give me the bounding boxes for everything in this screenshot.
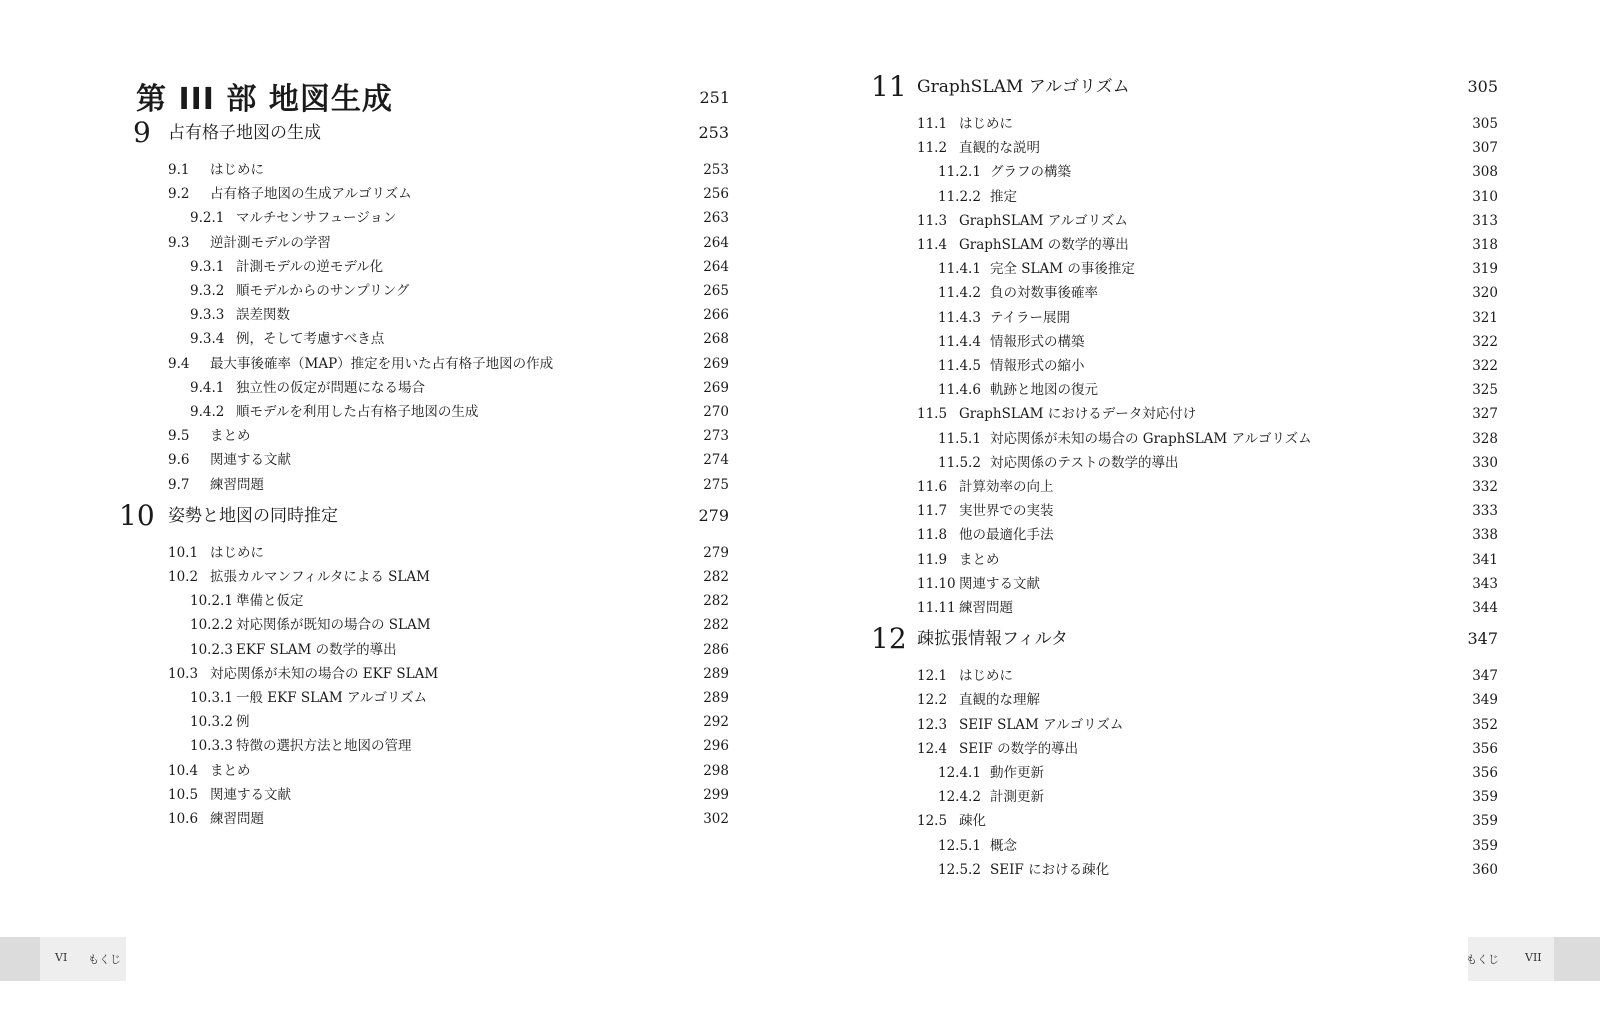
entry-number: 9.5 <box>168 428 190 445</box>
toc-entry <box>917 575 1498 593</box>
entry-title: 誤差関数 <box>236 307 290 324</box>
entry-page: 318 <box>1472 237 1498 253</box>
toc-entry <box>917 502 1498 520</box>
toc-entry <box>190 379 729 397</box>
chapter-page: 305 <box>1467 77 1498 96</box>
toc-entry <box>917 551 1498 569</box>
toc-entry <box>938 309 1498 327</box>
entry-title: 計測モデルの逆モデル化 <box>236 258 384 275</box>
entry-page: 343 <box>1472 575 1498 592</box>
entry-number: 11.5 <box>917 406 948 423</box>
entry-number: 9.3.1 <box>190 258 225 275</box>
entry-number: 11.4.2 <box>938 285 981 302</box>
entry-number: 11.6 <box>917 479 948 495</box>
toc-entry <box>917 526 1498 544</box>
entry-title: 推定 <box>990 188 1017 205</box>
entry-number: 10.6 <box>168 811 199 827</box>
entry-page: 322 <box>1472 333 1498 350</box>
entry-number: 10.3 <box>168 665 199 682</box>
toc-entry <box>938 837 1498 855</box>
entry-number: 11.2.2 <box>938 188 981 205</box>
part-title: 第 III 部 地図生成 <box>136 82 393 117</box>
chapter-title: 姿勢と地図の同時推定 <box>168 505 338 526</box>
entry-number: 10.2 <box>168 569 199 585</box>
entry-number: 12.1 <box>917 668 948 685</box>
toc-entry <box>938 163 1498 181</box>
toc-entry <box>168 568 729 586</box>
entry-page: 282 <box>703 617 729 634</box>
toc-entry <box>190 403 729 421</box>
entry-page: 330 <box>1472 454 1498 471</box>
entry-title: 直観的な理解 <box>959 692 1040 709</box>
entry-number: 9.2.1 <box>190 210 225 227</box>
entry-page: 268 <box>703 331 729 348</box>
chapter-number: 10 <box>119 498 155 532</box>
entry-title: マルチセンサフュージョン <box>236 210 397 227</box>
entry-page: 341 <box>1472 551 1498 568</box>
entry-page: 349 <box>1472 692 1498 709</box>
entry-title: グラフの構築 <box>990 164 1071 181</box>
toc-entry <box>168 544 729 562</box>
entry-page: 332 <box>1472 479 1498 495</box>
toc-entry <box>190 592 729 610</box>
entry-page: 305 <box>1472 116 1498 132</box>
entry-page: 286 <box>703 641 729 658</box>
entry-title: 順モデルからのサンプリング <box>236 283 410 299</box>
entry-title: まとめ <box>210 428 251 445</box>
entry-page: 289 <box>703 690 729 706</box>
toc-entry <box>168 665 729 683</box>
toc-entry <box>938 430 1498 448</box>
toc-entry <box>190 258 729 276</box>
toc-entry <box>938 188 1498 206</box>
entry-page: 344 <box>1472 600 1498 616</box>
entry-number: 12.5.1 <box>938 837 981 854</box>
entry-page: 338 <box>1472 527 1498 544</box>
entry-number: 9.3.4 <box>190 331 225 348</box>
toc-entry <box>190 616 729 634</box>
entry-title: 関連する文献 <box>210 452 291 469</box>
chapter-title: 疎拡張情報フィルタ <box>917 629 1068 650</box>
entry-page: 359 <box>1472 813 1498 830</box>
entry-page: 279 <box>703 544 729 561</box>
toc-entry <box>917 812 1498 830</box>
toc-entry <box>917 599 1498 617</box>
entry-number: 9.7 <box>168 476 190 493</box>
entry-page: 352 <box>1472 716 1498 733</box>
chapter-page: 279 <box>698 505 729 525</box>
entry-number: 12.3 <box>917 716 948 733</box>
entry-title: はじめに <box>959 116 1013 132</box>
entry-number: 11.4.5 <box>938 358 981 374</box>
entry-page: 264 <box>703 234 729 251</box>
entry-title: GraphSLAM アルゴリズム <box>959 212 1128 229</box>
toc-entry <box>938 260 1498 278</box>
entry-page: 359 <box>1472 837 1498 854</box>
entry-page: 325 <box>1472 382 1498 399</box>
entry-page: 273 <box>703 428 729 445</box>
entry-number: 12.5 <box>917 813 948 830</box>
entry-number: 11.4.3 <box>938 309 981 326</box>
entry-title: 独立性の仮定が問題になる場合 <box>236 379 425 396</box>
entry-page: 264 <box>703 258 729 275</box>
toc-entry <box>917 478 1498 496</box>
entry-number: 12.2 <box>917 692 948 709</box>
entry-number: 11.2 <box>917 140 948 157</box>
entry-page: 327 <box>1472 406 1498 423</box>
entry-title: 対応関係のテストの数学的導出 <box>990 454 1179 471</box>
entry-title: 練習問題 <box>210 476 264 493</box>
right-page <box>800 0 1600 1029</box>
entry-number: 12.4 <box>917 740 948 757</box>
entry-title: 概念 <box>990 837 1017 854</box>
toc-entry <box>190 330 729 348</box>
toc-entry <box>190 209 729 227</box>
entry-page: 322 <box>1472 358 1498 374</box>
chapter-page: 347 <box>1467 629 1498 649</box>
entry-page: 333 <box>1472 503 1498 520</box>
entry-title: 対応関係が未知の場合の EKF SLAM <box>210 665 439 682</box>
chapter-title: GraphSLAM アルゴリズム <box>917 77 1130 97</box>
entry-title: 情報形式の構築 <box>990 333 1085 350</box>
entry-number: 9.2 <box>168 186 190 203</box>
entry-title: 疎化 <box>959 813 986 830</box>
entry-number: 9.4.1 <box>190 379 225 396</box>
entry-title: EKF SLAM の数学的導出 <box>236 641 397 658</box>
entry-number: 11.5.1 <box>938 430 981 447</box>
entry-page: 275 <box>703 476 729 493</box>
entry-number: 11.4.1 <box>938 261 981 278</box>
entry-number: 10.3.2 <box>190 714 233 731</box>
entry-number: 11.8 <box>917 527 948 544</box>
toc-entry <box>168 786 729 804</box>
entry-title: 練習問題 <box>959 600 1013 616</box>
entry-page: 307 <box>1472 140 1498 157</box>
entry-title: はじめに <box>959 668 1013 685</box>
toc-entry <box>168 451 729 469</box>
footer-page-label: VII <box>1525 951 1542 964</box>
entry-page: 274 <box>703 452 729 469</box>
footer-edge-tab <box>0 937 40 981</box>
entry-title: 特徴の選択方法と地図の管理 <box>236 738 412 755</box>
toc-entry <box>168 427 729 445</box>
entry-page: 310 <box>1472 188 1498 205</box>
entry-page: 269 <box>703 355 729 372</box>
toc-entry <box>917 405 1498 423</box>
entry-page: 302 <box>703 811 729 827</box>
toc-entry <box>917 115 1498 133</box>
toc-entry <box>938 381 1498 399</box>
entry-number: 11.10 <box>917 575 956 592</box>
toc-entry <box>168 234 729 252</box>
entry-page: 299 <box>703 786 729 803</box>
entry-title: 動作更新 <box>990 765 1044 781</box>
entry-title: 実世界での実装 <box>959 503 1054 520</box>
entry-title: まとめ <box>959 551 1000 568</box>
entry-page: 292 <box>703 714 729 731</box>
entry-title: テイラー展開 <box>990 309 1071 326</box>
entry-page: 270 <box>703 404 729 420</box>
toc-entry <box>168 355 729 373</box>
entry-number: 9.3.2 <box>190 283 225 299</box>
toc-entry <box>190 641 729 659</box>
entry-page: 298 <box>703 762 729 779</box>
entry-page: 256 <box>703 186 729 203</box>
entry-number: 11.3 <box>917 212 948 229</box>
toc-entry <box>190 689 729 707</box>
entry-title: 対応関係が未知の場合の GraphSLAM アルゴリズム <box>990 430 1312 447</box>
entry-number: 10.2.2 <box>190 617 233 634</box>
entry-page: 282 <box>703 593 729 610</box>
entry-number: 9.6 <box>168 452 190 469</box>
entry-page: 269 <box>703 379 729 396</box>
entry-number: 11.4.6 <box>938 382 981 399</box>
entry-page: 359 <box>1472 789 1498 806</box>
entry-title: 関連する文献 <box>210 786 291 803</box>
entry-number: 10.3.3 <box>190 738 233 755</box>
entry-number: 10.4 <box>168 762 199 779</box>
entry-title: 関連する文献 <box>959 575 1040 592</box>
entry-number: 10.2.3 <box>190 641 233 658</box>
entry-page: 266 <box>703 307 729 324</box>
entry-title: はじめに <box>210 162 264 178</box>
entry-number: 11.4.4 <box>938 333 981 350</box>
entry-title: 練習問題 <box>210 811 264 827</box>
toc-entry <box>190 306 729 324</box>
entry-number: 12.5.2 <box>938 861 981 878</box>
toc-entry <box>938 284 1498 302</box>
entry-page: 253 <box>703 162 729 178</box>
entry-number: 11.4 <box>917 237 948 253</box>
toc-entry <box>938 861 1498 879</box>
toc-entry <box>168 810 729 828</box>
toc-entry <box>938 454 1498 472</box>
entry-number: 10.5 <box>168 786 199 803</box>
entry-title: 完全 SLAM の事後推定 <box>990 261 1135 278</box>
toc-entry <box>917 212 1498 230</box>
entry-page: 263 <box>703 210 729 227</box>
footer-page-label: VI <box>55 951 68 964</box>
footer-section-label: もくじ <box>88 953 121 966</box>
entry-page: 319 <box>1472 261 1498 278</box>
entry-title: 一般 EKF SLAM アルゴリズム <box>236 690 428 706</box>
chapter-number: 11 <box>871 70 907 103</box>
entry-number: 11.2.1 <box>938 164 981 181</box>
entry-title: 拡張カルマンフィルタによる SLAM <box>210 569 430 585</box>
entry-page: 282 <box>703 569 729 585</box>
entry-number: 11.1 <box>917 116 948 132</box>
entry-number: 11.9 <box>917 551 948 568</box>
toc-entry <box>917 236 1498 254</box>
toc-entry <box>938 357 1498 375</box>
entry-title: 計算効率の向上 <box>959 479 1054 495</box>
toc-entry <box>917 716 1498 734</box>
entry-title: 例，そして考慮すべき点 <box>236 331 385 348</box>
entry-page: 320 <box>1472 285 1498 302</box>
toc-entry <box>917 667 1498 685</box>
entry-number: 10.1 <box>168 544 199 561</box>
toc-entry <box>190 713 729 731</box>
entry-page: 356 <box>1472 740 1498 757</box>
entry-page: 313 <box>1472 212 1498 229</box>
entry-title: はじめに <box>210 544 264 561</box>
chapter-number: 9 <box>133 116 151 149</box>
entry-number: 11.5.2 <box>938 454 981 471</box>
footer-edge-tab <box>1554 937 1600 981</box>
entry-title: 直観的な説明 <box>959 140 1040 157</box>
entry-title: 準備と仮定 <box>236 593 304 610</box>
entry-title: GraphSLAM におけるデータ対応付け <box>959 406 1197 423</box>
toc-right <box>800 0 1600 1029</box>
entry-title: 例 <box>236 714 250 731</box>
chapter-title: 占有格子地図の生成 <box>168 123 321 143</box>
entry-title: SEIF SLAM アルゴリズム <box>959 716 1124 733</box>
entry-number: 9.1 <box>168 162 190 178</box>
entry-title: 占有格子地図の生成アルゴリズム <box>210 186 412 203</box>
entry-page: 296 <box>703 738 729 755</box>
chapter-page: 253 <box>698 123 729 142</box>
entry-number: 12.4.1 <box>938 765 981 781</box>
chapter-number: 12 <box>871 622 907 656</box>
entry-title: 情報形式の縮小 <box>990 358 1085 374</box>
entry-number: 9.4 <box>168 355 190 372</box>
entry-page: 356 <box>1472 765 1498 781</box>
entry-title: 対応関係が既知の場合の SLAM <box>236 617 431 634</box>
toc-entry <box>938 333 1498 351</box>
entry-number: 9.3.3 <box>190 307 225 324</box>
entry-number: 10.2.1 <box>190 593 233 610</box>
entry-title: SEIF における疎化 <box>990 861 1110 878</box>
entry-title: 負の対数事後確率 <box>990 285 1098 302</box>
toc-entry <box>168 476 729 494</box>
entry-number: 10.3.1 <box>190 690 233 706</box>
toc-entry <box>168 161 729 179</box>
entry-title: 軌跡と地図の復元 <box>990 382 1098 399</box>
entry-number: 11.11 <box>917 600 956 616</box>
entry-page: 265 <box>703 283 729 299</box>
entry-page: 328 <box>1472 430 1498 447</box>
toc-entry <box>190 737 729 755</box>
toc-entry <box>917 740 1498 758</box>
entry-number: 9.3 <box>168 234 190 251</box>
toc-entry <box>938 788 1498 806</box>
entry-title: 計測更新 <box>990 789 1044 806</box>
entry-title: まとめ <box>210 762 251 779</box>
toc-entry <box>917 691 1498 709</box>
entry-page: 289 <box>703 665 729 682</box>
toc-entry <box>168 185 729 203</box>
entry-number: 11.7 <box>917 503 948 520</box>
toc-entry <box>938 764 1498 782</box>
entry-number: 9.4.2 <box>190 404 225 420</box>
entry-page: 360 <box>1472 861 1498 878</box>
entry-title: 他の最適化手法 <box>959 527 1054 544</box>
entry-title: GraphSLAM の数学的導出 <box>959 237 1129 253</box>
entry-title: SEIF の数学的導出 <box>959 740 1079 757</box>
entry-page: 347 <box>1472 668 1498 685</box>
toc-entry <box>168 762 729 780</box>
part-page-number: 251 <box>699 88 730 107</box>
toc-entry <box>917 139 1498 157</box>
entry-page: 321 <box>1472 309 1498 326</box>
entry-title: 順モデルを利用した占有格子地図の生成 <box>236 404 479 420</box>
entry-page: 308 <box>1472 164 1498 181</box>
toc-entry <box>190 282 729 300</box>
footer-section-label: もくじ <box>1466 953 1499 966</box>
entry-number: 12.4.2 <box>938 789 981 806</box>
entry-title: 最大事後確率（MAP）推定を用いた占有格子地図の作成 <box>210 355 554 372</box>
entry-title: 逆計測モデルの学習 <box>210 234 331 251</box>
